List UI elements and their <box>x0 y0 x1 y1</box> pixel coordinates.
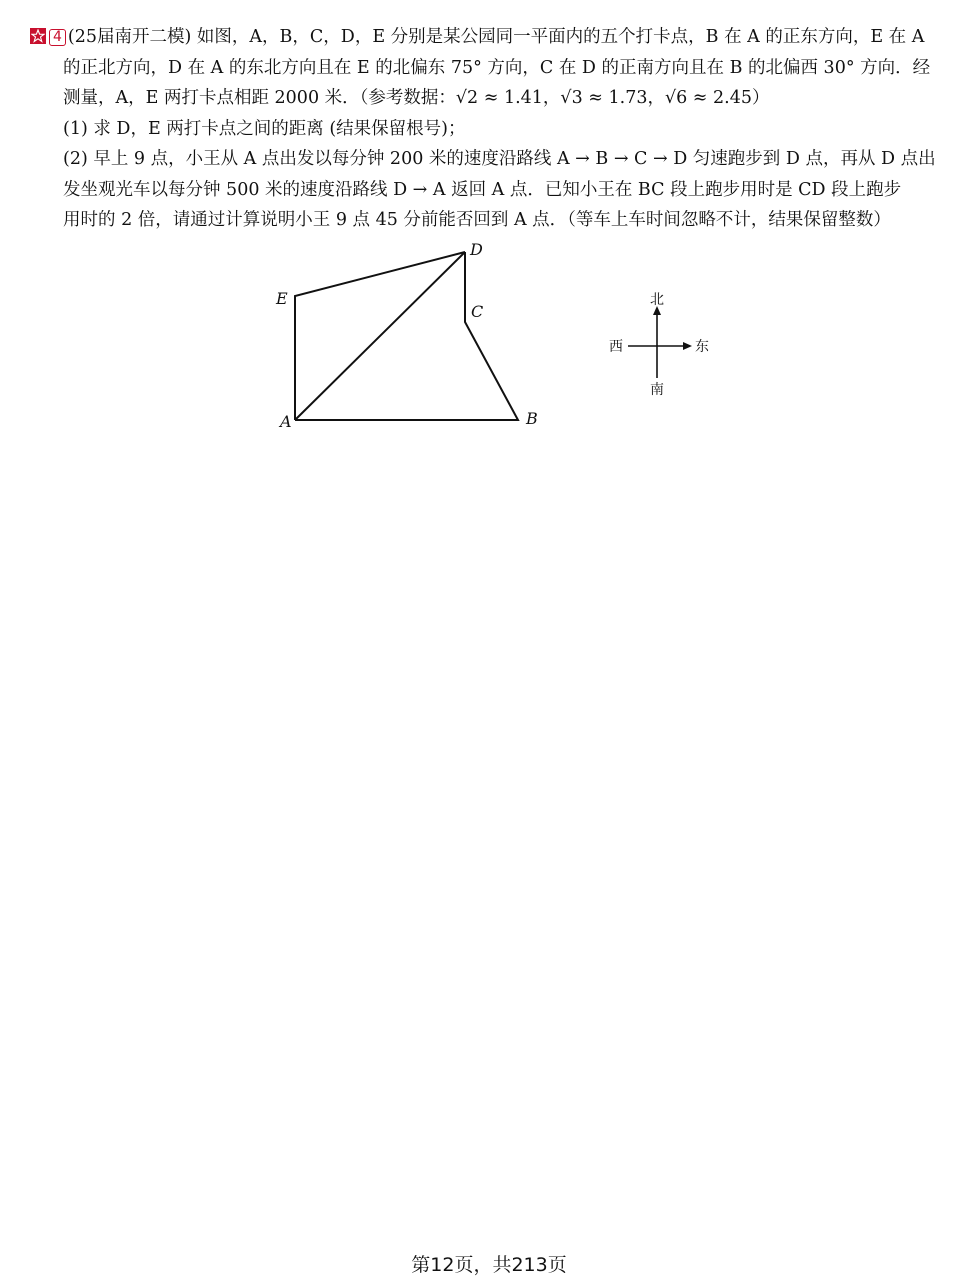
question-2-line-2: 发坐观光车以每分钟 500 米的速度沿路线 D → A 返回 A 点．已知小王在 BC 段上跑步用时是 CD 段上跑步 <box>63 179 902 200</box>
path-d-c-b-a <box>295 252 518 420</box>
page-footer: 第12页，共213页 <box>411 1254 567 1276</box>
label-c: C <box>471 302 484 321</box>
problem-line-1 <box>30 22 930 53</box>
star-icon <box>30 28 46 44</box>
geometry-figure <box>260 238 560 438</box>
problem-line-3: 测量，A，E 两打卡点相距 2000 米．（参考数据：√2 ≈ 1.41，√3 ≈ 1.73，√6 ≈ 2.45） <box>63 88 770 108</box>
question-1: (1) 求 D，E 两打卡点之间的距离 (结果保留根号)； <box>63 118 466 139</box>
label-b: B <box>526 409 538 428</box>
compass-rose <box>600 290 730 400</box>
compass-north: 北 <box>650 292 664 308</box>
question-2-line-1: (2) 早上 9 点，小王从 A 点出发以每分钟 200 米的速度沿路线 A → B → C → D 匀速跑步到 D 点，再从 D 点出 <box>63 149 936 169</box>
label-e: E <box>276 289 288 308</box>
compass-west: 西 <box>609 339 623 355</box>
problem-text: (25届南开二模) 如图，A，B，C，D，E 分别是某公园同一平面内的五个打卡点，B 在 A 的正东方向，E 在 A <box>67 27 925 47</box>
label-d: D <box>470 240 483 259</box>
compass-south: 南 <box>650 382 664 398</box>
problem-number: 4 <box>49 29 66 46</box>
problem-line-2: 的正北方向，D 在 A 的东北方向且在 E 的北偏东 75° 方向，C 在 D 的正南方向且在 B 的北偏西 30° 方向．经 <box>63 57 931 78</box>
compass-east: 东 <box>695 339 709 355</box>
question-2-line-3: 用时的 2 倍，请通过计算说明小王 9 点 45 分前能否回到 A 点．（等车上车时间忽略不计，结果保留整数） <box>63 210 891 230</box>
east-arrow-icon <box>683 342 692 350</box>
problem-block <box>30 22 936 236</box>
label-a: A <box>280 412 292 431</box>
segment-a-d <box>295 252 465 420</box>
